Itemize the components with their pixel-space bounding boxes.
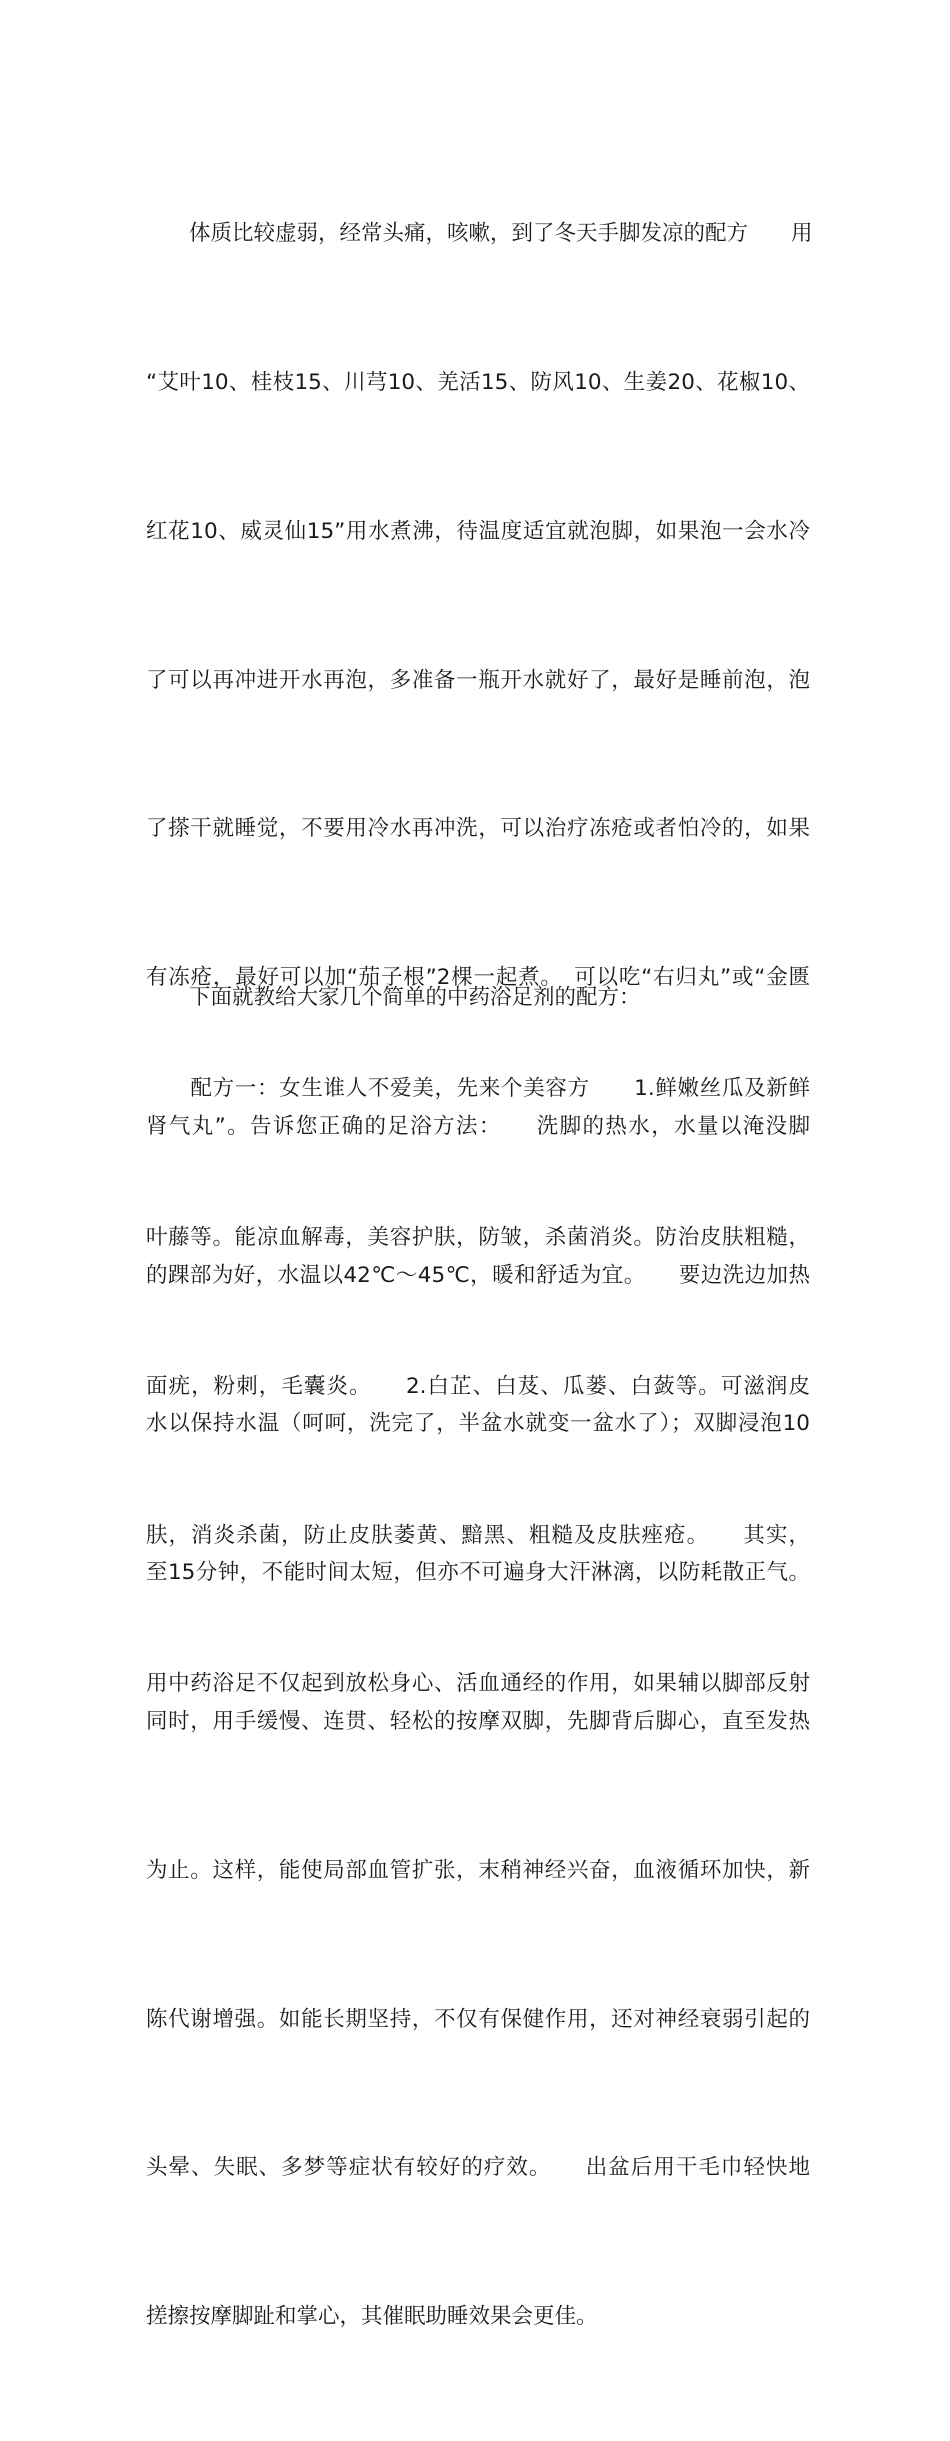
text-line: 的踝部为好，水温以42℃～45℃，暖和舒适为宜。 要边洗边加热: [146, 1262, 810, 1288]
text-line: 为止。这样，能使局部血管扩张，末稍神经兴奋，血液循环加快，新: [146, 1857, 810, 1883]
text-line: 下面就教给大家几个简单的中药浴足剂的配方：: [146, 985, 641, 1011]
text-line: 水以保持水温（呵呵，洗完了，半盆水就变一盆水了）；双脚浸泡10: [146, 1411, 810, 1437]
text-line: 同时，用手缓慢、连贯、轻松的按摩双脚，先脚背后脚心，直至发热: [146, 1709, 810, 1734]
text-line: 搓擦按摩脚趾和掌心，其催眠助睡效果会更佳。: [146, 2304, 598, 2330]
text-line: 体质比较虚弱，经常头痛，咳嗽，到了冬天手脚发凉的配方 用: [146, 221, 813, 247]
text-line: 叶藤等。能凉血解毒，美容护肤，防皱，杀菌消炎。防治皮肤粗糙，: [146, 1224, 810, 1250]
text-line: 了可以再冲进开水再泡，多准备一瓶开水就好了，最好是睡前泡，泡: [146, 667, 810, 693]
text-line: 至15分钟，不能时间太短，但亦不可遍身大汗淋漓，以防耗散正气。: [146, 1560, 810, 1586]
paragraph-recipe-one: [146, 965, 810, 1808]
text-line: 头晕、失眠、多梦等症状有较好的疗效。 出盆后用干毛巾轻快地: [146, 2155, 810, 2181]
text-line: 红花10、威灵仙15”用水煮沸，待温度适宜就泡脚，如果泡一会水冷: [146, 518, 810, 544]
text-line: 陈代谢增强。如能长期坚持，不仅有保健作用，还对神经衰弱引起的: [146, 2006, 810, 2032]
text-line: 配方一：女生谁人不爱美，先来个美容方 1.鲜嫩丝瓜及新鲜: [146, 1076, 810, 1102]
text-line: 用中药浴足不仅起到放松身心、活血通经的作用，如果辅以脚部反射: [146, 1671, 810, 1697]
text-line: 肾气丸”。告诉您正确的足浴方法： 洗脚的热水，水量以淹没脚: [146, 1113, 810, 1139]
text-line: 面疣，粉刺，毛囊炎。 2.白芷、白芨、瓜蒌、白蔹等。可滋润皮: [146, 1373, 810, 1399]
text-line: “艾叶10、桂枝15、川芎10、羌活15、防风10、生姜20、花椒10、: [146, 369, 810, 395]
text-line: 了搽干就睡觉，不要用冷水再冲洗，可以治疗冻疮或者怕冷的，如果: [146, 816, 810, 842]
text-line: 肤，消炎杀菌，防止皮肤萎黄、黯黑、粗糙及皮肤痤疮。 其实，: [146, 1522, 810, 1548]
text-line: 有冻疮，最好可以加“茄子根”2棵一起煮。 可以吃“右归丸”或“金匮: [146, 965, 810, 991]
